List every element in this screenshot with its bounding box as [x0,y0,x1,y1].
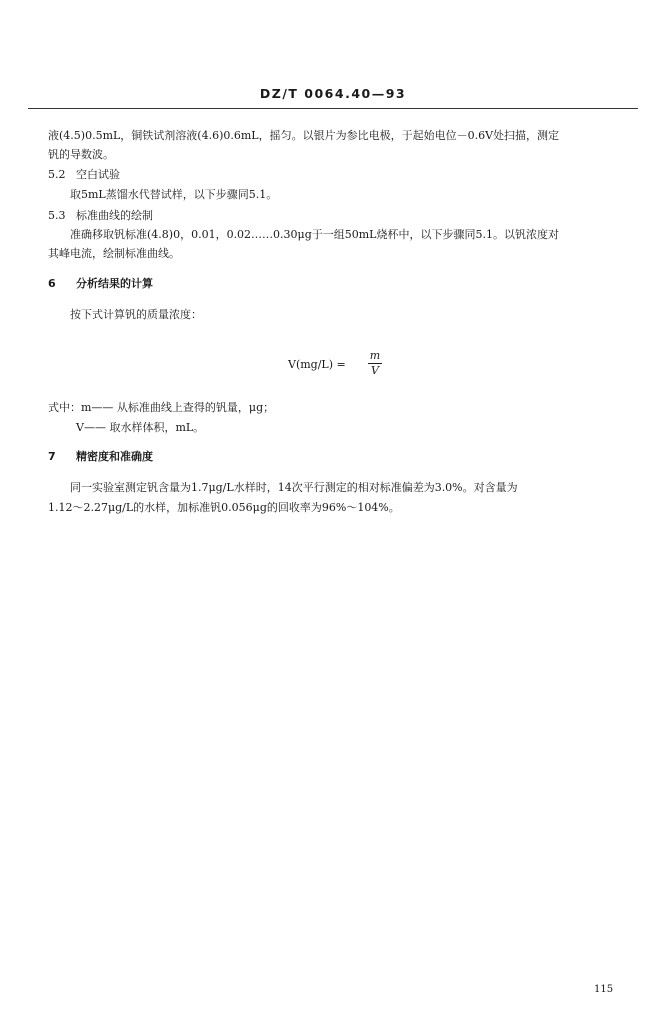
paragraph-continued-line-2: 钒的导数波。 [48,148,114,161]
section-5-2-heading [48,167,120,183]
standard-code-header: DZ/T 0064.40—93 [259,86,407,101]
section-5-3-title: 标准曲线的绘制 [76,209,153,222]
section-6-number: 6 [48,277,56,290]
page-number: 115 [594,984,614,995]
section-5-2-number: 5.2 [48,168,66,181]
formula-numerator: m [369,349,381,362]
concentration-formula [288,350,398,382]
header-rule [28,108,638,109]
paragraph-continued-line-1: 液(4.5)0.5mL，铜铁试剂溶液(4.6)0.6mL，摇匀。以银片为参比电极，于起始电位－0.6V处扫描，测定 [48,129,560,142]
section-7-title: 精密度和准确度 [76,450,153,463]
formula-where-line-2: V—— 取水样体积，mL。 [76,421,205,434]
section-5-2-title: 空白试验 [76,168,120,181]
section-7-line-1: 同一实验室测定钒含量为1.7μg/L水样时，14次平行测定的相对标准偏差为3.0%。对含量为 [70,481,518,494]
formula-where-line-1: 式中：m—— 从标准曲线上查得的钒量，μg； [48,401,275,414]
section-5-3-number: 5.3 [48,209,66,222]
section-6-intro: 按下式计算钒的质量浓度： [70,308,202,321]
section-5-3-heading [48,208,153,224]
section-6-heading [48,276,153,292]
formula-lhs: V(mg/L) = [288,358,346,371]
section-7-number: 7 [48,450,56,463]
section-7-line-2: 1.12～2.27μg/L的水样，加标准钒0.056μg的回收率为96%～104%。 [48,501,400,514]
section-5-3-line-1: 准确移取钒标准(4.8)0，0.01，0.02……0.30μg于一组50mL烧杯中，以下步骤同5.1。以钒浓度对 [70,228,559,241]
formula-denominator: V [371,364,379,377]
section-7-heading [48,449,153,465]
section-6-title: 分析结果的计算 [76,277,153,290]
section-5-3-line-2: 其峰电流，绘制标准曲线。 [48,247,180,260]
formula-fraction [368,350,382,377]
section-5-2-text: 取5mL蒸馏水代替试样，以下步骤同5.1。 [70,188,278,201]
